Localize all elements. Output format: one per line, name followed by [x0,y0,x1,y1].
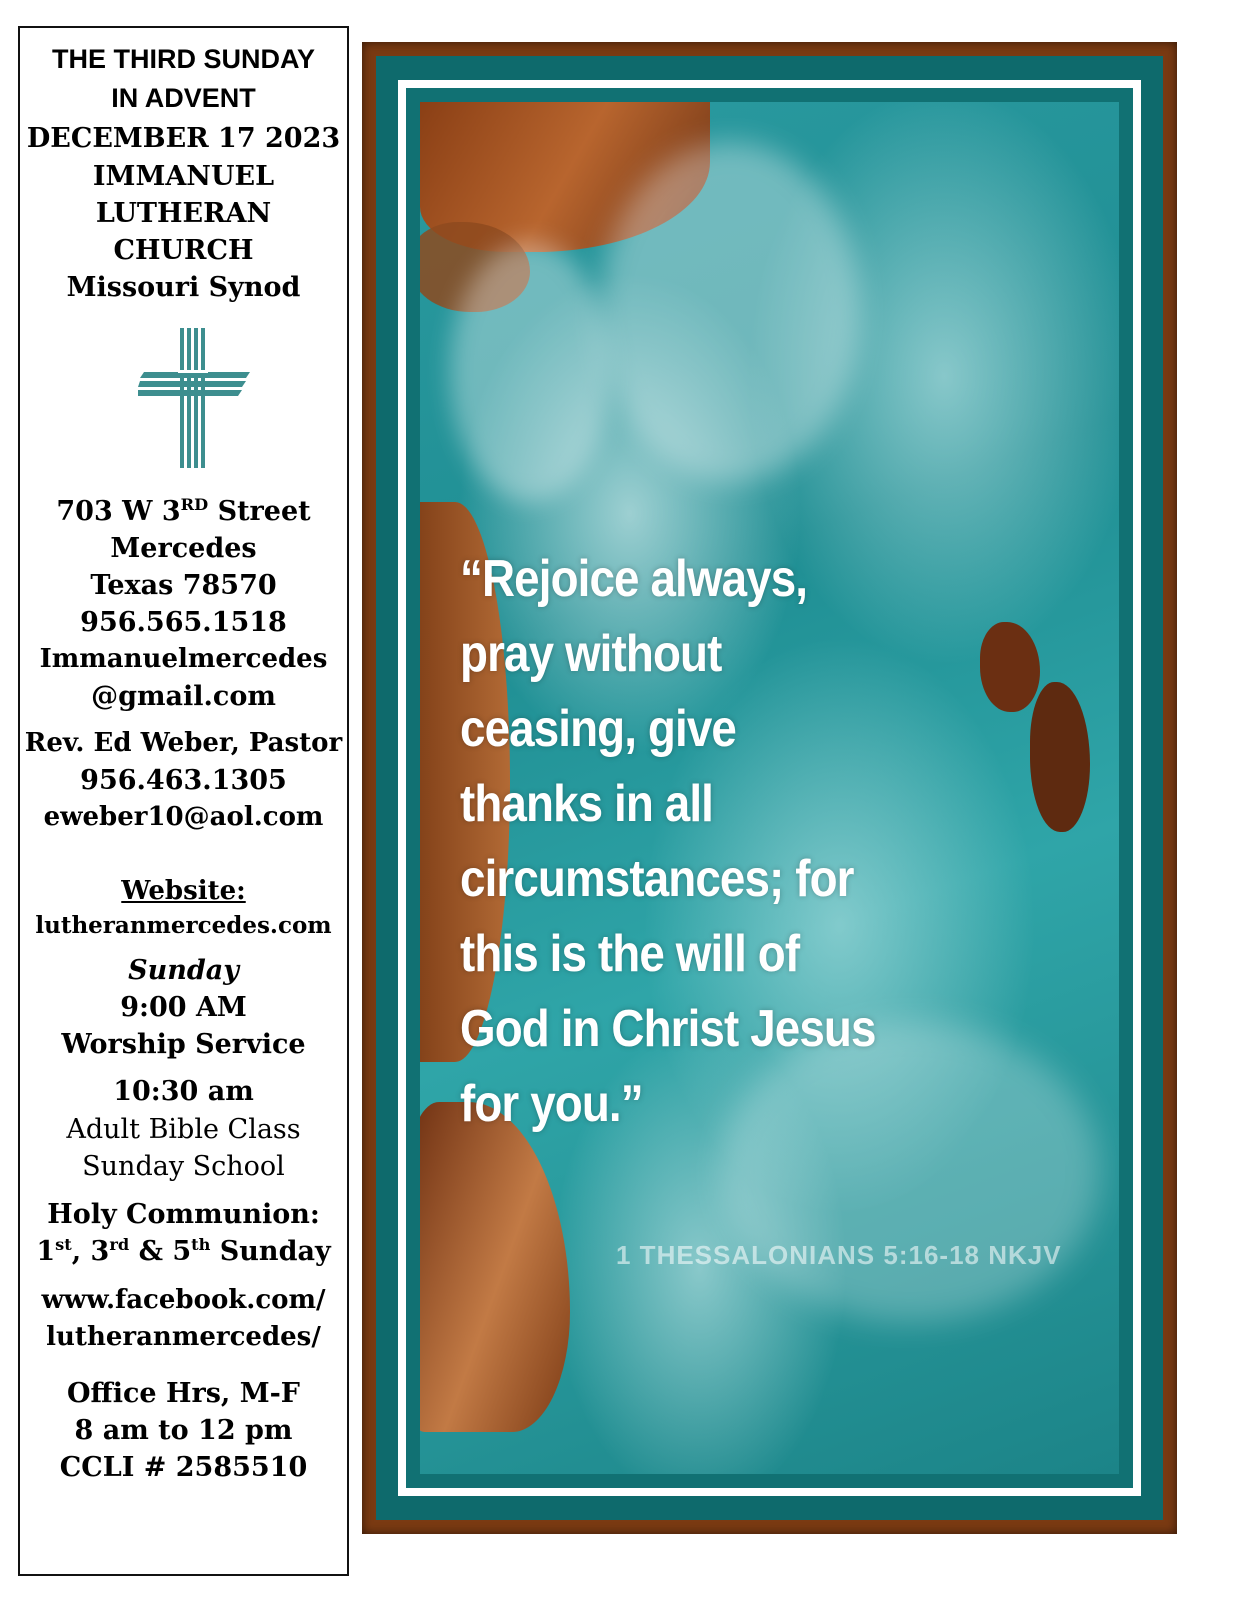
scripture-quote [460,542,882,1142]
church-name-line-1: IMMANUEL [92,161,275,192]
quote-line: ceasing, give [460,700,736,758]
scripture-poster [362,42,1177,1534]
facebook-link-line-1[interactable]: www.facebook.com/ [41,1285,326,1315]
rock-right-1 [980,622,1040,712]
poster-white-border [398,80,1141,1496]
quote-line: God in Christ Jesus [460,1000,876,1058]
quote-line: pray without [460,625,722,683]
title-line-2: IN ADVENT [111,83,256,113]
lutheran-cross-icon [138,328,250,468]
sunday-label: Sunday [128,955,239,986]
communion-schedule: 1st, 3rd & 5th Sunday [36,1235,331,1267]
pastor-name: Rev. Ed Weber, Pastor [24,728,343,758]
worship-service: Worship Service [61,1029,306,1060]
scripture-citation: 1 THESSALONIANS 5:16-18 NKJV [616,1240,1062,1270]
address-street: 703 W 3RD Street [56,495,311,527]
pastor-phone: 956.463.1305 [80,765,287,796]
office-hours-label: Office Hrs, M-F [67,1378,300,1409]
ccli-number: CCLI # 2585510 [59,1452,308,1483]
class-time: 10:30 am [113,1076,254,1107]
worship-time: 9:00 AM [120,992,247,1023]
sunday-school: Sunday School [82,1151,285,1182]
rock-right-2 [1030,682,1090,832]
foam-left [450,242,610,502]
quote-line: this is the will of [460,925,800,983]
adult-bible-class: Adult Bible Class [66,1114,301,1145]
website-url[interactable]: lutheranmercedes.com [35,912,332,939]
church-email-line-2: @gmail.com [91,681,276,712]
website-label: Website: [121,876,246,906]
quote-line: for you.” [460,1075,643,1133]
foam-upper [600,142,860,482]
quote-line: thanks in all [460,775,714,833]
service-date: DECEMBER 17 2023 [26,123,341,154]
rock-bottom-left [420,1102,570,1432]
church-phone: 956.565.1518 [80,607,287,638]
address-state-zip: Texas 78570 [90,570,277,601]
poster-teal-frame [376,56,1163,1520]
communion-label: Holy Communion: [47,1199,320,1230]
pastor-email: eweber10@aol.com [43,802,324,832]
facebook-link-line-2[interactable]: lutheranmercedes/ [46,1322,321,1352]
bulletin-info-panel [18,26,349,1576]
title-line-1: THE THIRD SUNDAY [51,44,316,74]
church-name-line-2: LUTHERAN [95,198,272,229]
address-city: Mercedes [110,533,257,564]
church-email-line-1: Immanuelmercedes [39,644,328,674]
quote-line: circumstances; for [460,850,854,908]
poster-inner-frame [406,88,1133,1488]
church-name-line-3: CHURCH [113,235,254,266]
quote-line: “Rejoice always, [460,550,808,608]
office-hours: 8 am to 12 pm [74,1415,293,1446]
synod: Missouri Synod [66,272,301,303]
ocean-photo [420,102,1119,1474]
